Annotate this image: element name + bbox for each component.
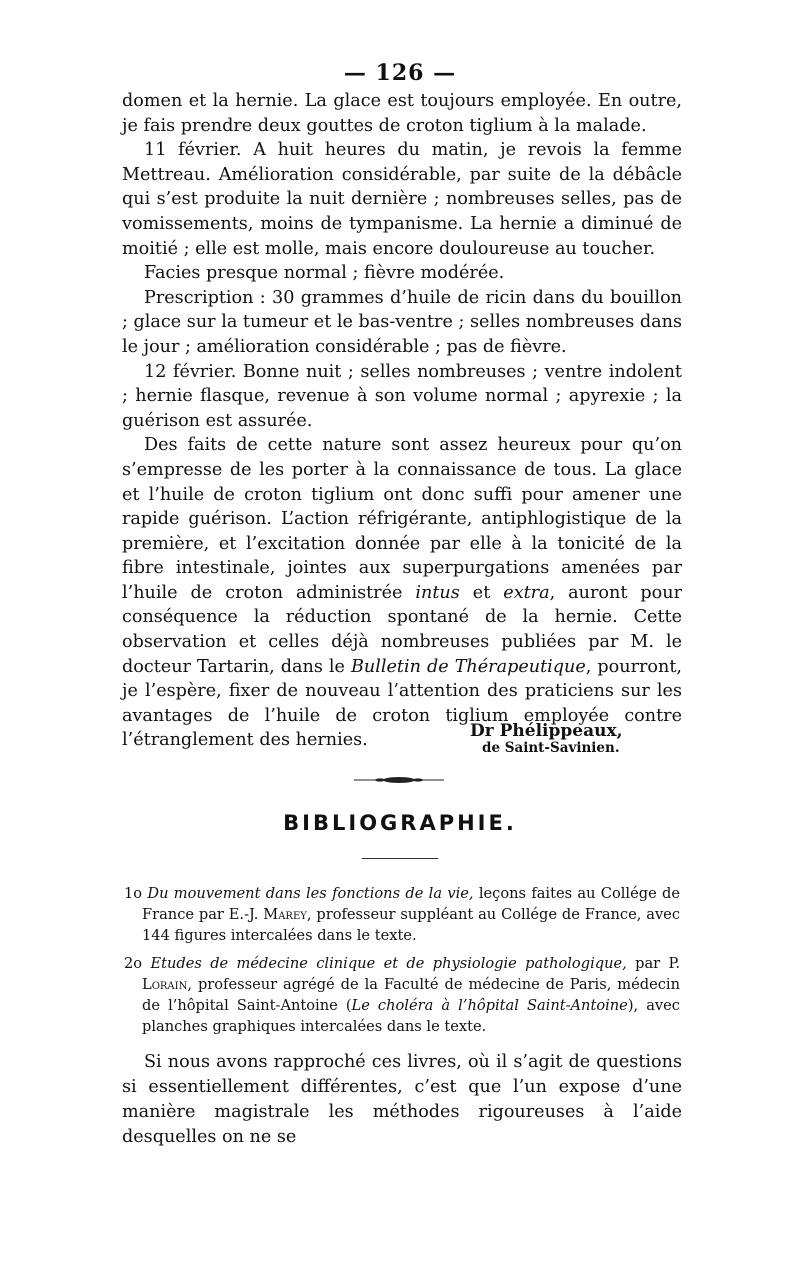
closing-paragraph: Si nous avons rapproché ces livres, où il s’agit de questions si essentiellement différentes, c’est que l’un expose d’une manière magistrale les méthodes rigoureuses à l’aide desquelles on ne se (122, 1052, 682, 1147)
ornament-divider (354, 776, 444, 784)
bibliography-title: BIBLIOGRAPHIE. (283, 811, 517, 835)
title-rule (362, 858, 438, 859)
observation-text (122, 89, 682, 753)
paragraph-conclusion: Des faits de cette nature sont assez heureux pour qu’on s’empresse de les porter à la connaissance de tous. La glace et l’huile de croton tiglium ont donc suffi pour amener une rapide guérison. L’action réfrigérante, antiphlogistique de la première, et l’excitation donnée par elle à la tonicité de la fibre intestinale, jointes aux superpurgations amenées par l’huile de croton administrée intus et extra, auront pour conséquence la réduction spontané de la hernie. Cette observation et celles déjà nombreuses publiées par M. le docteur Tartarin, dans le Bulletin de Thérapeutique, pourront, je l’espère, fixer de nouveau l’attention des praticiens sur les avantages de l’huile de croton tiglium employée contre l’étranglement des hernies. (122, 435, 682, 751)
paragraph-facies: Facies presque normal ; fièvre modérée. (144, 263, 505, 284)
page-number: — 126 — (343, 60, 457, 86)
intus-italic: intus (415, 582, 460, 603)
extra-italic: extra (503, 582, 550, 603)
paragraph-continuation: domen et la hernie. La glace est toujours employée. En outre, je fais prendre deux gouttes de croton tiglium à la malade. (122, 91, 682, 136)
paragraph-prescription: Prescription : 30 grammes d’huile de ricin dans du bouillon ; glace sur la tumeur et le bas-ventre ; selles nombreuses dans le jour ; amélioration considérable ; pas de fièvre. (122, 287, 682, 357)
signature (470, 723, 700, 757)
paragraph-11-fevrier: 11 février. A huit heures du matin, je revois la femme Mettreau. Amélioration considérable, par suite de la débâcle qui s’est produite la nuit dernière ; nombreuses selles, pas de vomissements, moins de tympanisme. La hernie a diminué de moitié ; elle est molle, mais encore douloureuse au toucher. (122, 140, 682, 259)
closing-text (122, 1050, 682, 1150)
signature-place: de Saint-Savinien. (482, 740, 620, 756)
journal-title: Bulletin de Thérapeutique (351, 656, 586, 677)
signature-name: Dr Phélippeaux, (470, 721, 623, 741)
bibliography-item: 1o Du mouvement dans les fonctions de la vie, leçons faites au Collége de France par E.-J. Marey, professeur suppléant au Collége de France, avec 144 figures intercalées dans le texte. (124, 885, 680, 945)
bibliography-item: 2o Etudes de médecine clinique et de physiologie pathologique, par P. Lorain, professeur agrégé de la Faculté de médecine de Paris, médecin de l’hôpital Saint-Antoine (Le choléra à l’hôpital Saint-Antoine), avec planches graphiques intercalées dans le texte. (124, 954, 681, 1036)
paragraph-12-fevrier: 12 février. Bonne nuit ; selles nombreuses ; ventre indolent ; hernie flasque, revenue à son volume normal ; apyrexie ; la guérison est assurée. (122, 361, 682, 431)
bibliography-list (124, 883, 680, 1043)
